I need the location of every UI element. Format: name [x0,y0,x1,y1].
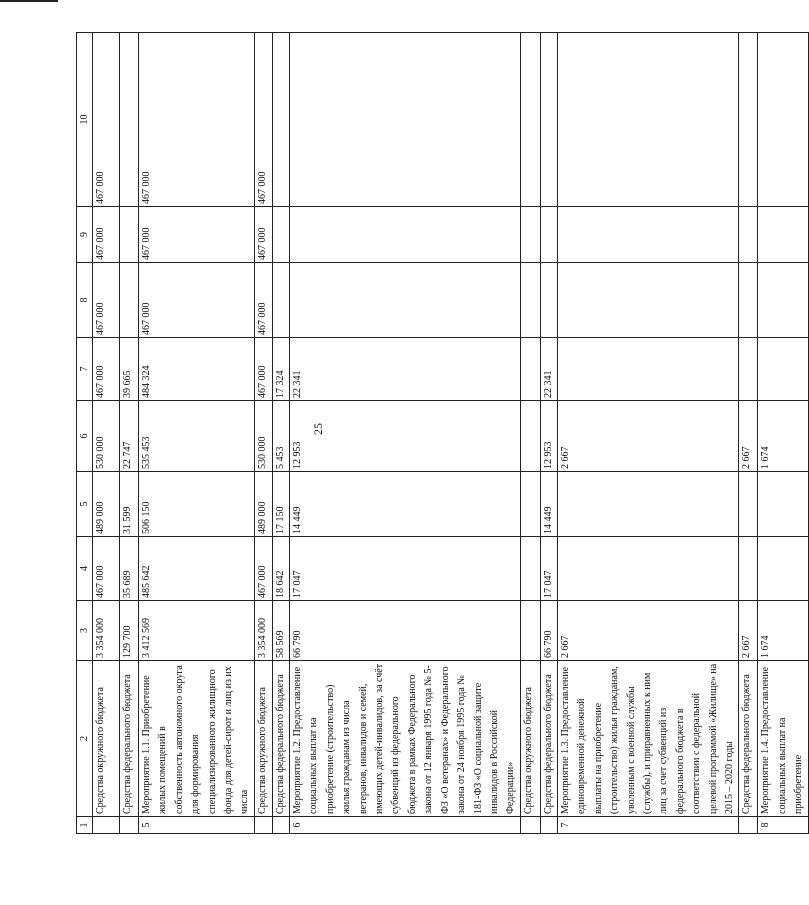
table-row [290,33,521,834]
header-cell: 8 [77,263,93,338]
value-cell [520,472,540,537]
row-number [739,817,758,834]
value-cell: 467 000 [93,33,120,207]
value-cell: 3 354 000 [93,601,120,661]
value-cell [557,338,738,401]
value-cell [758,33,808,207]
row-title: Средства федерального бюджета [540,661,557,817]
header-cell: 5 [77,472,93,537]
row-title: Средства окружного бюджета [254,661,272,817]
table-row [520,33,540,834]
value-cell: 467 000 [93,338,120,401]
row-number: 6 [290,817,521,834]
header-row [77,33,93,834]
value-cell: 5 453 [272,401,289,472]
header-cell: 10 [77,33,93,207]
value-cell [758,472,808,537]
value-cell [272,207,289,263]
value-cell [520,33,540,207]
value-cell [520,401,540,472]
row-title: Средства федерального бюджета [739,661,758,817]
row-number: 8 [758,817,808,834]
value-cell: 66 790 [290,601,521,661]
row-title: Средства федерального бюджета [272,661,289,817]
row-title: Мероприятие 1.4. Предоставление социальных выплат на приобретение [758,661,808,817]
value-cell [290,33,521,207]
value-cell: 1 674 [758,401,808,472]
value-cell: 530 000 [254,401,272,472]
table-row [93,33,120,834]
header-cell: 3 [77,601,93,661]
value-cell: 489 000 [254,472,272,537]
value-cell: 467 000 [254,263,272,338]
value-cell [520,263,540,338]
value-cell: 22 341 [540,338,557,401]
value-cell [739,537,758,601]
value-cell: 484 324 [139,338,255,401]
value-cell: 3 412 569 [139,601,255,661]
value-cell: 22 747 [120,401,139,472]
value-cell: 2 667 [557,401,738,472]
value-cell: 2 667 [739,601,758,661]
value-cell [739,263,758,338]
header-cell: 7 [77,338,93,401]
value-cell: 17 324 [272,338,289,401]
value-cell: 467 000 [139,33,255,207]
value-cell: 467 000 [93,537,120,601]
value-cell: 467 000 [139,263,255,338]
value-cell [739,338,758,401]
value-cell: 58 569 [272,601,289,661]
value-cell: 485 642 [139,537,255,601]
value-cell [739,33,758,207]
value-cell: 17 047 [290,537,521,601]
budget-table [76,32,809,834]
value-cell [120,263,139,338]
table-row [540,33,557,834]
value-cell [120,33,139,207]
header-cell: 6 [77,401,93,472]
header-cell: 2 [77,661,93,817]
value-cell [739,207,758,263]
value-cell: 12 953 [540,401,557,472]
value-cell [520,601,540,661]
row-title: Мероприятие 1.3. Предоставление единовременной денежной выплаты на приобретение (строительство) жилья гражданам, уволенным с военной службы (службы), и приравненных к ним лиц за счет субвенций из федерального бюджета в соответствии с федеральной целевой программой «Жилище» на 2015 – 2020 годы [557,661,738,817]
value-cell: 467 000 [139,207,255,263]
header-cell: 9 [77,207,93,263]
value-cell: 1 674 [758,601,808,661]
row-title: Мероприятие 1.2. Предоставление социальных выплат на приобретение (строительство) жилья гражданам из числа ветеранов, инвалидов и семей, имеющих детей-инвалидов, за счёт субвенций из федерального бюджета в рамках Федерального закона от 12 января 1995 года № 5-ФЗ «О ветеранах» и Федерального закона от 24 ноября 1995 года № 181-ФЗ «О социальной защите инвалидов в Российской Федерации» [290,661,521,817]
row-title: Средства федерального бюджета [120,661,139,817]
row-number: 5 [139,817,255,834]
value-cell: 467 000 [93,207,120,263]
value-cell [272,33,289,207]
value-cell [120,207,139,263]
table-row [254,33,272,834]
table-row [120,33,139,834]
row-number [254,817,272,834]
value-cell [557,207,738,263]
value-cell: 18 642 [272,537,289,601]
value-cell: 467 000 [93,263,120,338]
value-cell: 2 667 [739,401,758,472]
row-title: Мероприятие 1.1. Приобретение жилых помещений в собственность автономного округа для формирования специализированного жилищного фонда для детей-сирот и лиц из их числа [139,661,255,817]
value-cell [758,263,808,338]
value-cell [272,263,289,338]
value-cell [758,338,808,401]
value-cell: 12 953 [290,401,521,472]
value-cell: 530 000 [93,401,120,472]
table-row [739,33,758,834]
value-cell: 467 000 [254,537,272,601]
row-number [272,817,289,834]
value-cell: 39 665 [120,338,139,401]
value-cell [557,263,738,338]
value-cell [758,537,808,601]
table-row [139,33,255,834]
value-cell [290,207,521,263]
value-cell [540,263,557,338]
row-number: 7 [557,817,738,834]
value-cell [739,472,758,537]
value-cell: 489 000 [93,472,120,537]
value-cell [557,537,738,601]
value-cell [758,207,808,263]
value-cell: 535 453 [139,401,255,472]
row-number [520,817,540,834]
value-cell: 14 449 [540,472,557,537]
table-row [557,33,738,834]
page-number: 25 [311,423,325,435]
value-cell: 22 341 [290,338,521,401]
value-cell: 31 599 [120,472,139,537]
value-cell: 467 000 [254,33,272,207]
value-cell: 66 790 [540,601,557,661]
row-title: Средства окружного бюджета [93,661,120,817]
table-row [272,33,289,834]
value-cell: 14 449 [290,472,521,537]
value-cell [520,537,540,601]
value-cell [540,207,557,263]
value-cell [290,263,521,338]
header-cell: 4 [77,537,93,601]
value-cell: 506 150 [139,472,255,537]
value-cell: 467 000 [254,338,272,401]
value-cell [520,338,540,401]
table-row [758,33,808,834]
row-title: Средства окружного бюджета [520,661,540,817]
rotated-table-wrapper [76,33,805,834]
header-cell: 1 [77,817,93,834]
value-cell: 467 000 [254,207,272,263]
value-cell: 17 047 [540,537,557,601]
value-cell [557,472,738,537]
value-cell [540,33,557,207]
value-cell: 3 354 000 [254,601,272,661]
row-number [120,817,139,834]
value-cell: 2 667 [557,601,738,661]
top-rule [0,0,58,2]
value-cell [520,207,540,263]
value-cell: 17 150 [272,472,289,537]
value-cell: 35 689 [120,537,139,601]
value-cell: 129 700 [120,601,139,661]
value-cell [557,33,738,207]
row-number [540,817,557,834]
row-number [93,817,120,834]
